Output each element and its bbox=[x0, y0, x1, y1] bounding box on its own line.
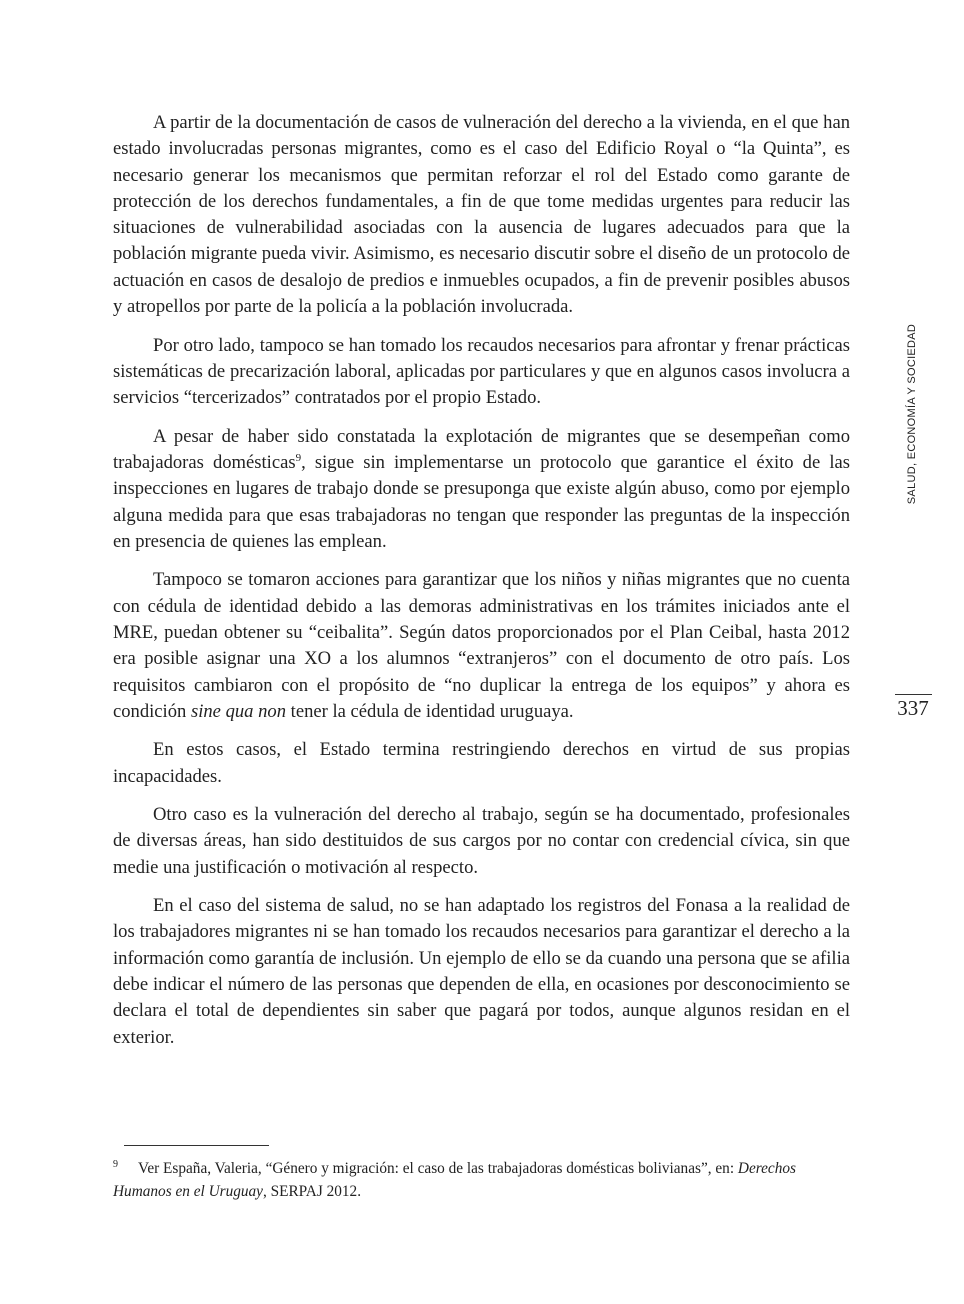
paragraph-3-text-b: , sigue sin implementarse un protocolo que garantice el éxito de las inspecciones en lugares de trabajo donde se presuponga que existe algún abuso, como por ejemplo alguna medida para que esas trabajadoras no tengan que responder las preguntas de la inspección en presencia de quienes las emplean. bbox=[113, 451, 850, 552]
paragraph-4-text-b: tener la cédula de identidad uruguaya. bbox=[286, 700, 574, 722]
paragraph-3-text-a: A pesar de haber sido constatada la explotación de migrantes que se desempeñan como trabajadoras domésticas bbox=[113, 425, 850, 473]
page-number-rule bbox=[895, 694, 932, 695]
paragraph-7: En el caso del sistema de salud, no se han adaptado los registros del Fonasa a la realidad de los trabajadores migrantes ni se han tomado los recaudos necesarios para garantizar el derecho a la información como garantía de inclusión. Un ejemplo de ello se da cuando una persona que se afilia debe indicar el número de las personas que dependen de ella, en ocasiones por desconocimiento se declara el total de dependientes sin saber que pagará por todos, aunque algunos residan en el exterior. bbox=[113, 895, 850, 1048]
paragraph-6: Otro caso es la vulneración del derecho al trabajo, según se ha documentado, profesionales de diversas áreas, han sido destituidos de sus cargos por no contar con credencial cívica, sin que medie una justificación o motivación al respecto. bbox=[113, 804, 850, 878]
body-text bbox=[113, 110, 850, 1063]
footnote-number: 9 bbox=[113, 1159, 118, 1170]
footnote bbox=[113, 1153, 850, 1203]
paragraph-4-text-a: Tampoco se tomaron acciones para garantizar que los niños y niñas migrantes que no cuenta con cédula de identidad debido a las demoras administrativas en los trámites iniciados ante el MRE, puedan obtener su “ceibalita”. Según datos proporcionados por el Plan Ceibal, hasta 2012 era posible asignar una XO a los alumnos “extranjeros” con el documento de otro país. Los requisitos cambiaron con el propósito de “no duplicar la entrega de los equipos” y ahora es condición bbox=[113, 569, 850, 722]
page-number: 337 bbox=[897, 696, 929, 720]
footnote-reference: 9 bbox=[295, 451, 302, 464]
paragraph-2: Por otro lado, tampoco se han tomado los recaudos necesarios para afrontar y frenar prácticas sistemáticas de precarización laboral, aplicadas por particulares y que en algunos casos involucra a servicios “tercerizados” contratados por el propio Estado. bbox=[113, 334, 850, 409]
running-header-text: SALUD, ECONOMÍA Y SOCIEDAD bbox=[906, 323, 918, 505]
footnote-text-b: , SERPAJ 2012. bbox=[262, 1183, 362, 1200]
paragraph-4-italic: sine qua non bbox=[190, 700, 287, 722]
paragraph-4 bbox=[113, 567, 850, 725]
footnote-text-a: Ver España, Valeria, “Género y migración: el caso de las trabajadoras domésticas bolivianas”, en: bbox=[138, 1160, 738, 1177]
paragraph-1: A partir de la documentación de casos de vulneración del derecho a la vivienda, en el que han estado involucradas personas migrantes, como es el caso del Edificio Royal o “la Quinta”, es necesario generar los mecanismos que permitan reforzar el rol del Estado como garante de protección de los derechos fundamentales, a fin de que tome medidas urgentes para reducir las situaciones de vulnerabilidad asociadas con la ausencia de lugares adecuados para que la población migrante pueda vivir. Asimismo, es necesario discutir sobre el diseño de un protocolo de actuación en casos de desalojo de predios e inmuebles ocupados, a fin de prevenir posibles abusos y atropellos por parte de la policía a la población involucrada. bbox=[113, 112, 850, 318]
footnote-separator bbox=[124, 1145, 269, 1146]
paragraph-5: En estos casos, el Estado termina restringiendo derechos en virtud de sus propias incapacidades. bbox=[113, 739, 850, 787]
running-header bbox=[903, 314, 921, 514]
paragraph-3 bbox=[113, 424, 850, 555]
footnote-italic: Derechos Humanos en el Uruguay bbox=[113, 1160, 796, 1200]
